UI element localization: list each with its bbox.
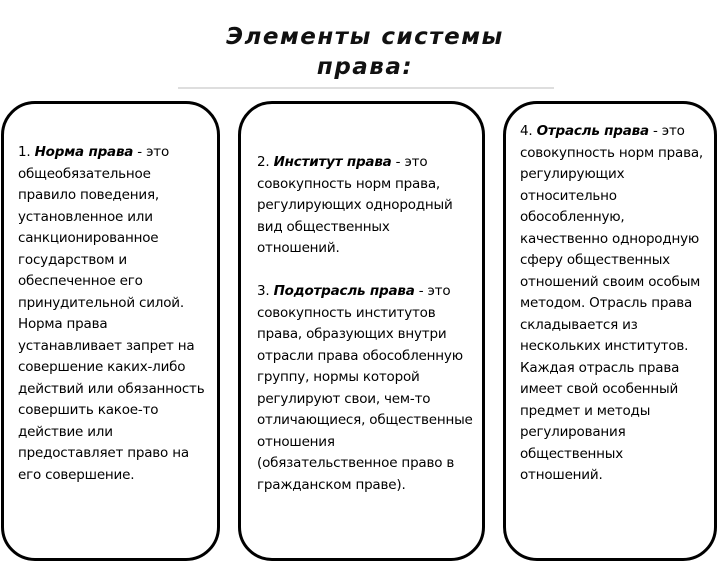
title-line-2: права: [316,54,414,80]
paragraph-number: 3. [257,283,274,299]
definition-text: - это совокупность институтов права, образующих внутри отрасли права обособленную группу, нормы которой регулируют свои, чем-то отличающиеся, общественные отношения (обязательственное право в гражданском праве). [257,283,473,493]
definition-text: - это совокупность норм права, регулирующих однородный вид общественных отношений. [257,154,453,256]
title-line-1: Элементы системы [226,24,504,50]
term-institute-of-law: Институт права [273,154,392,170]
card-norm-of-law-text [18,142,210,486]
paragraph-number: 4. [520,123,537,139]
card-branch-of-law-text [520,121,709,487]
definition-text: - это общеобязательное правило поведения, установленное или санкционированное государством и обеспеченное его принудительной силой. Норма права устанавливает запрет на совершение каких-либо действий или обязанность совершить какое-то действие или предоставляет право на его совершение. [18,144,205,483]
card-paragraph [257,152,475,260]
title-divider [178,87,554,89]
card-institute-and-subbranch-text [257,152,475,496]
paragraph-number: 2. [257,154,274,170]
paragraph-number: 1. [18,144,35,160]
definition-text: - это совокупность норм права, регулирующих относительно обособленную, качественно однородную сферу общественных отношений своим особым методом. Отрасль права складывается из нескольких институтов. Каждая отрасль права имеет свой особенный предмет и методы регулирования общественных отношений. [520,123,704,483]
card-paragraph [520,121,709,487]
term-subbranch-of-law: Подотрасль права [273,283,415,299]
page-title [0,22,720,82]
term-branch-of-law: Отрасль права [536,123,649,139]
card-paragraph [257,281,475,496]
card-paragraph [18,142,210,486]
term-norm-of-law: Норма права [34,144,134,160]
